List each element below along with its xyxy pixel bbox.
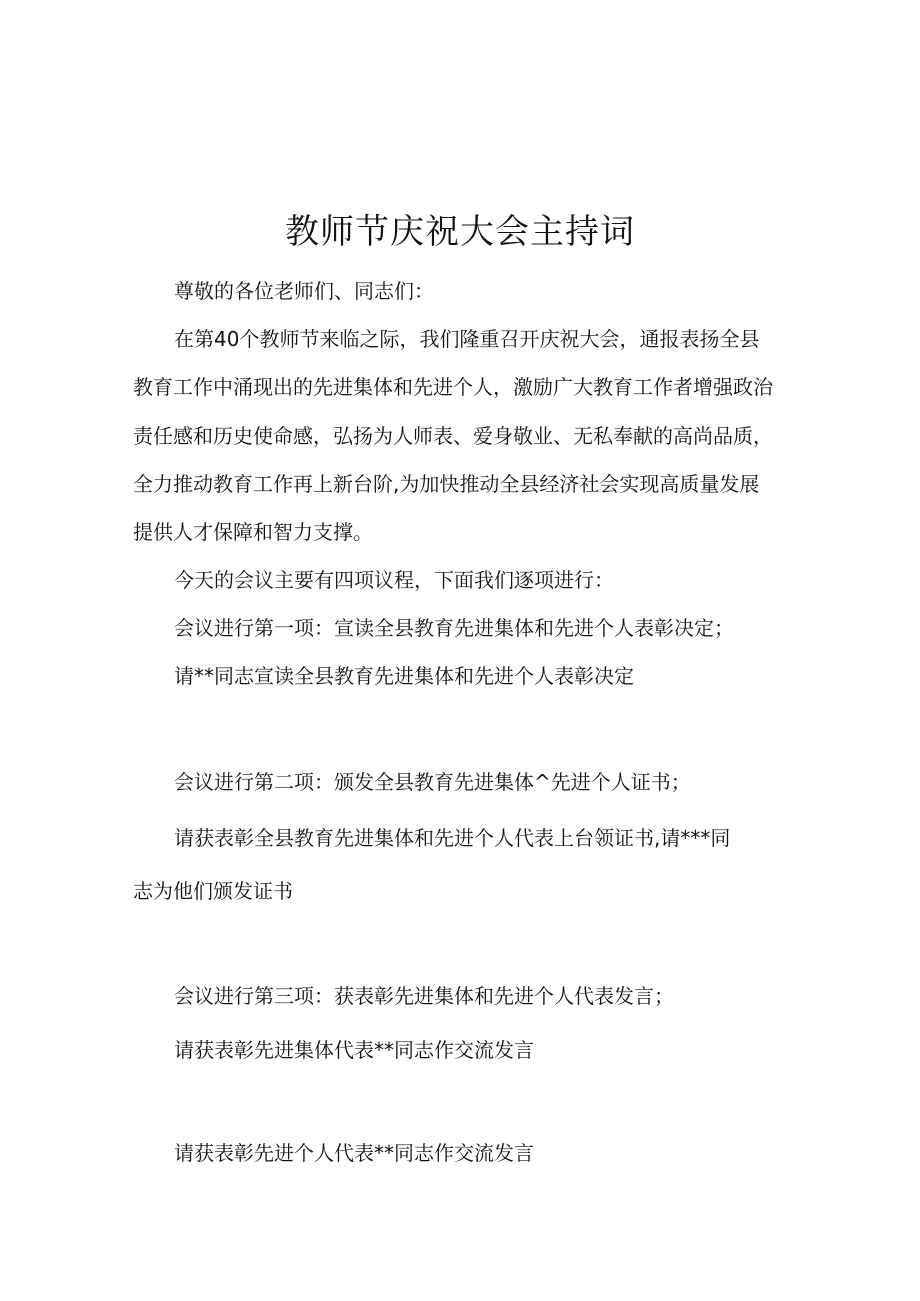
paragraph-line: 教育工作中涌现出的先进集体和先进个人，激励广大教育工作者增强政治 [133,375,773,399]
agenda-item-3-detail-2: 请获表彰先进个人代表**同志作交流发言 [174,1141,534,1165]
agenda-item-2: 会议进行第二项：颁发全县教育先进集体^先进个人证书； [174,770,691,794]
paragraph-line: 责任感和历史使命感，弘扬为人师表、爱身敬业、无私奉献的高尚品质， [133,424,773,448]
agenda-intro-line: 今天的会议主要有四项议程，下面我们逐项进行： [174,568,614,592]
paragraph-line: 全力推动教育工作再上新台阶,为加快推动全县经济社会实现高质量发展 [133,472,760,496]
agenda-item-1: 会议进行第一项：宣读全县教育先进集体和先进个人表彰决定； [174,616,734,640]
paragraph-line: 提供人才保障和智力支撑。 [133,520,373,544]
paragraph-line: 在第40个教师节来临之际，我们隆重召开庆祝大会，通报表扬全县 [174,327,760,351]
agenda-item-3: 会议进行第三项：获表彰先进集体和先进个人代表发言； [174,984,674,1008]
agenda-item-1-detail: 请**同志宣读全县教育先进集体和先进个人表彰决定 [174,664,634,688]
salutation-line: 尊敬的各位老师们、同志们： [174,279,434,303]
agenda-item-2-detail: 请获表彰全县教育先进集体和先进个人代表上台领证书,请***同 [174,826,731,850]
agenda-item-2-detail-cont: 志为他们颁发证书 [133,879,293,903]
agenda-item-3-detail-1: 请获表彰先进集体代表**同志作交流发言 [174,1038,534,1062]
document-title: 教师节庆祝大会主持词 [285,212,635,252]
